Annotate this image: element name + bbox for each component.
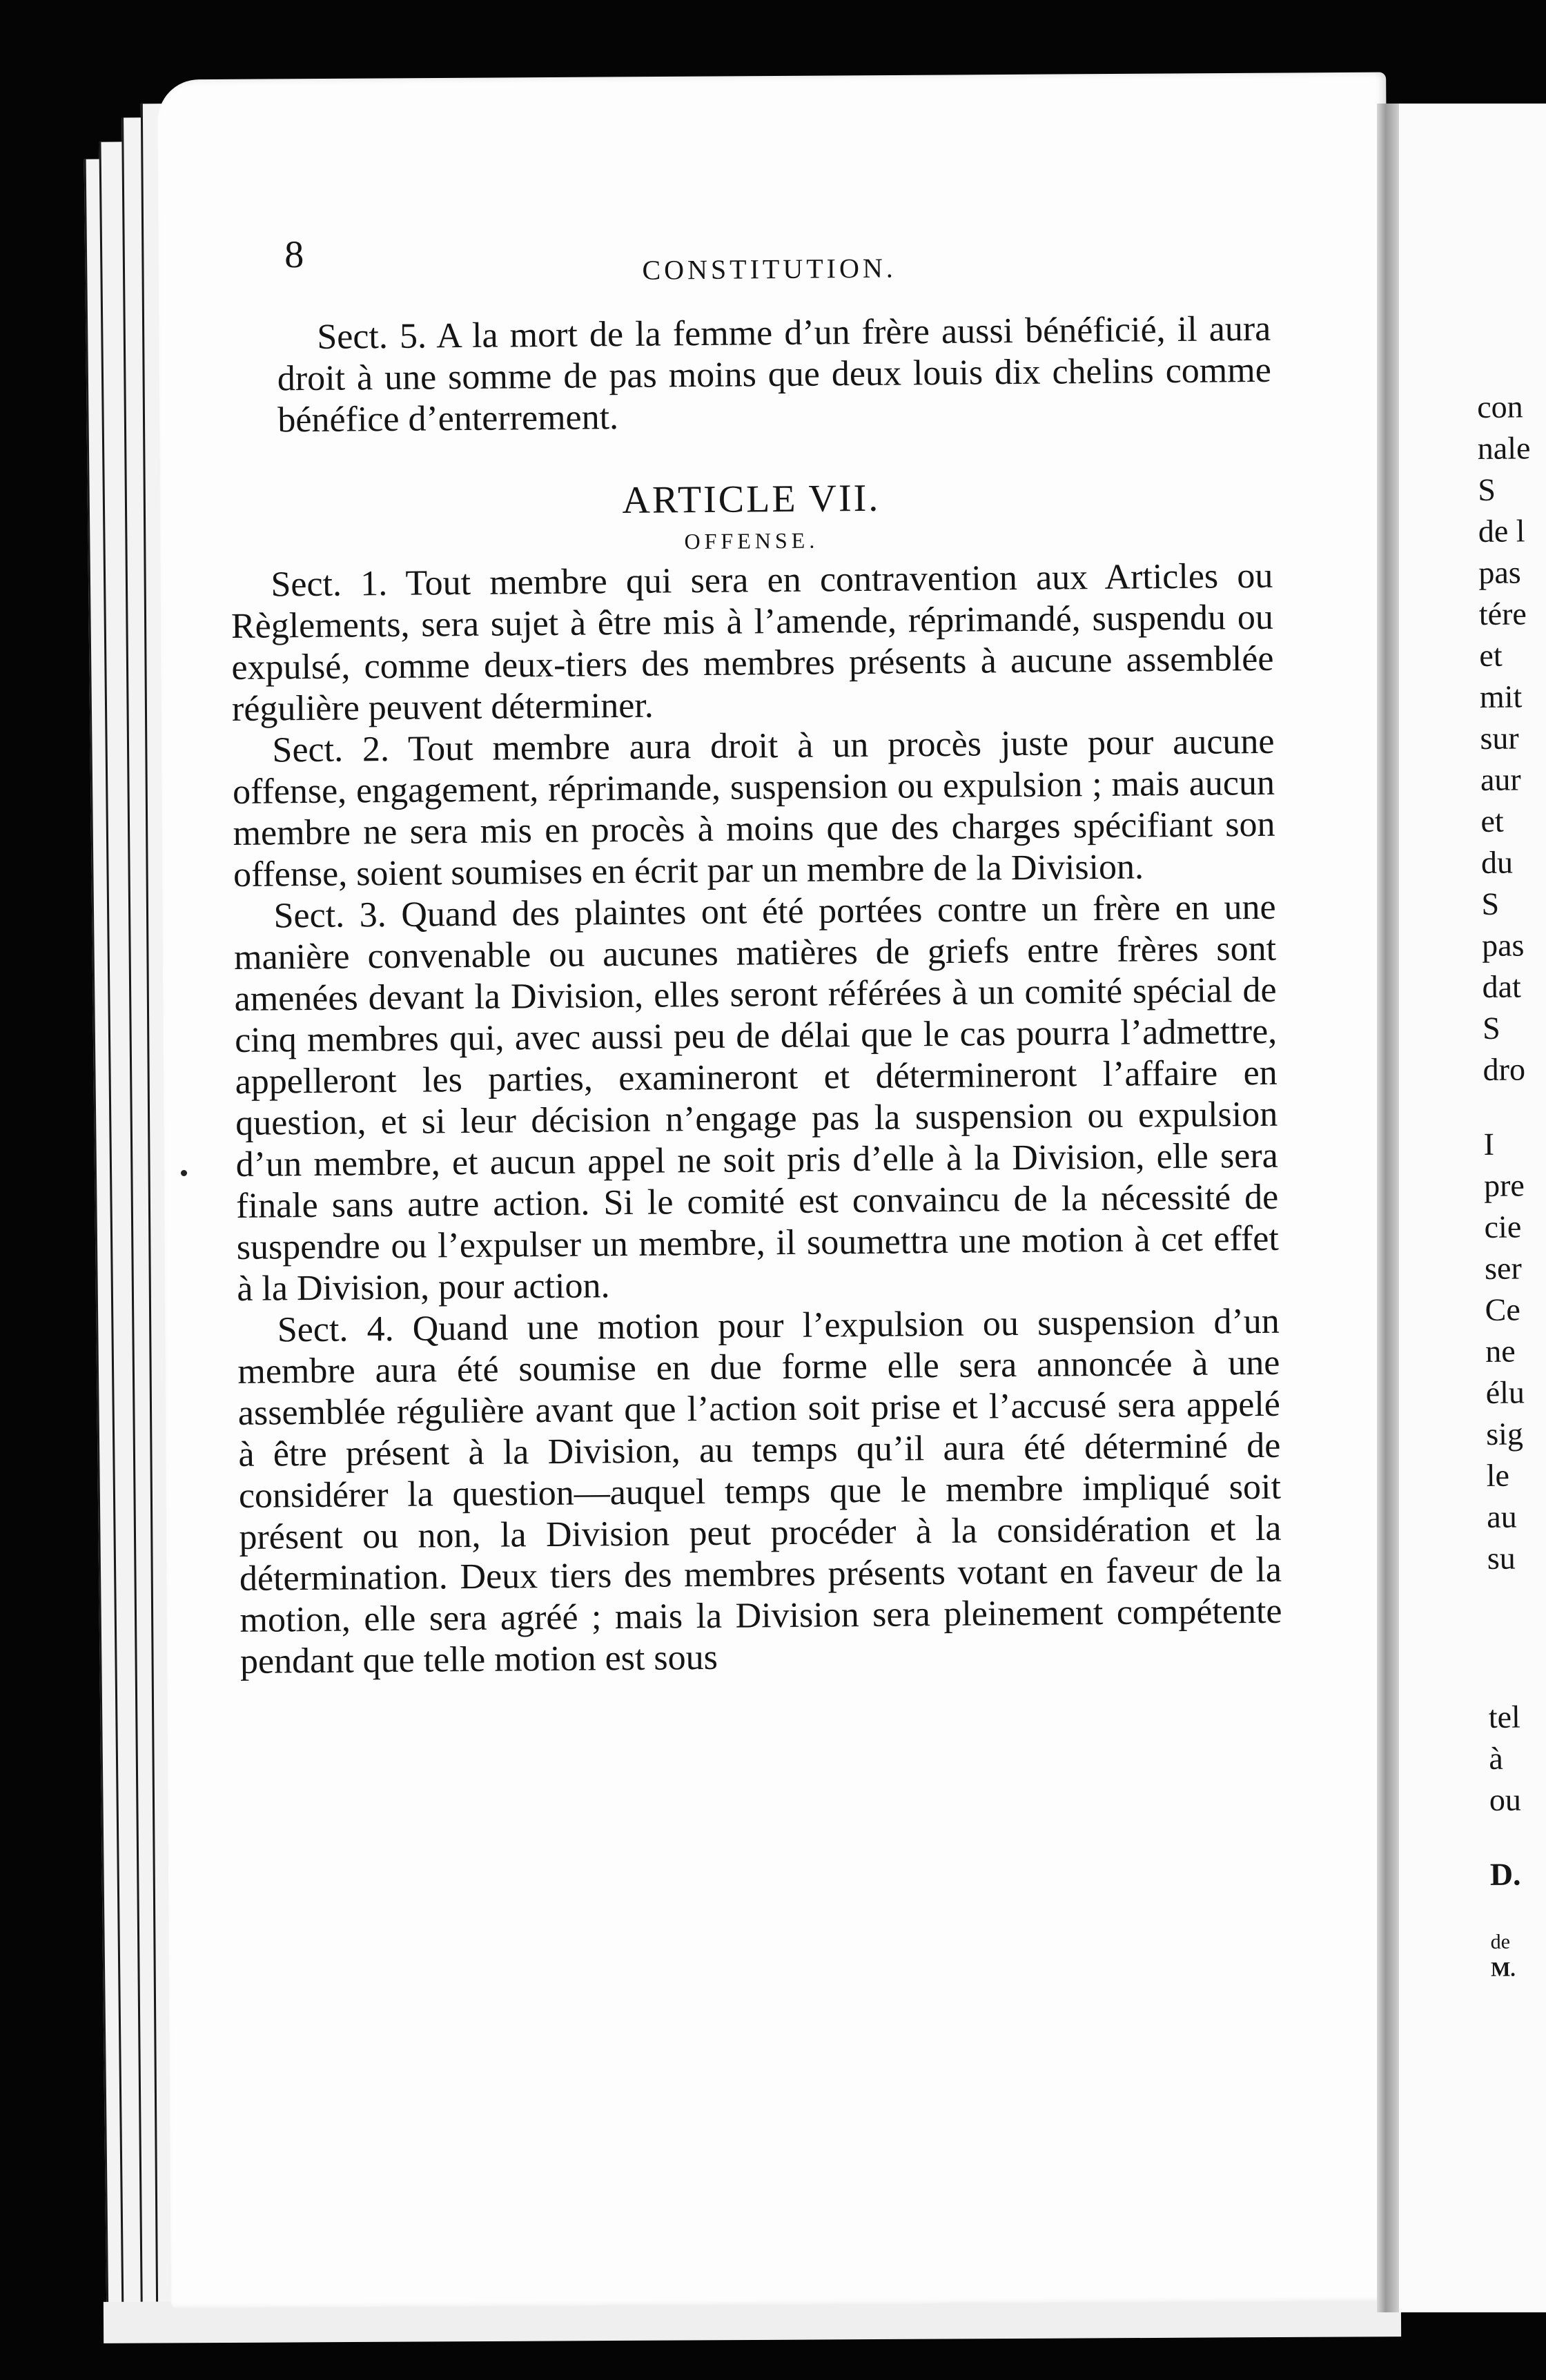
facing-line: nale (1477, 430, 1531, 466)
facing-line: I (1483, 1126, 1495, 1162)
facing-line: S (1482, 1010, 1500, 1046)
facing-line: à (1489, 1740, 1503, 1776)
facing-line: tel (1488, 1699, 1521, 1735)
facing-line: ou (1489, 1782, 1522, 1817)
facing-line: S (1481, 886, 1500, 921)
facing-line: et (1479, 637, 1503, 673)
facing-line: ne (1485, 1333, 1516, 1369)
article-section-3: Sect. 3. Quand des plaintes ont été portées contre un frère en une manière convenable ou aucunes matières de griefs entre frères sont amenées devant la Division, elles seront référées à un comité spécial de cinq membres qui, avec aussi peu de délai que le cas pourra l’admettre, appelleront les parties, examineront et détermineront l’affaire en question, et si leur décision n’engage pas la suspension ou expulsion d’un membre, et aucun appel ne soit pris d’elle à la Division, elle sera finale sans autre action. Si le comité est convaincu de la nécessité de suspendre ou l’expulser un membre, il soumettra une motion à cet effet à la Division, pour action. (233, 887, 1279, 1309)
facing-line: pas (1481, 927, 1525, 963)
facing-line: con (1477, 389, 1523, 425)
article-section-2: Sect. 2. Tout membre aura droit à un procès juste pour aucune offense, engagement, réprimande, suspension ou expulsion ; mais aucun membre ne sera mis en procès à moins que des charges spécifiant son offense, soient soumises en écrit par un membre de la Division. (232, 721, 1275, 895)
facing-line: aur (1480, 761, 1521, 797)
facing-line: dat (1482, 968, 1522, 1004)
article-subtitle: OFFENSE. (684, 527, 819, 554)
facing-line: ser (1484, 1250, 1523, 1286)
facing-line: M. (1490, 1958, 1516, 1981)
section-5-paragraph: Sect. 5. A la mort de la femme d’un frère aussi bénéficié, il aura droit à une somme de pas moins que deux louis dix chelins comme bénéfice d’enterrement. (277, 309, 1272, 440)
facing-line: élu (1485, 1374, 1525, 1410)
facing-line: Ce (1485, 1291, 1521, 1327)
running-head: CONSTITUTION. (642, 252, 897, 286)
facing-line: sig (1486, 1416, 1524, 1452)
facing-line: mit (1479, 679, 1523, 714)
facing-line: et (1480, 803, 1504, 839)
ink-speck (181, 1170, 187, 1176)
book-gutter (1377, 104, 1399, 2312)
page-number: 8 (284, 233, 304, 277)
facing-line: sur (1480, 720, 1519, 756)
page-header (228, 226, 1271, 318)
facing-line: pas (1478, 554, 1521, 590)
facing-line: D. (1489, 1856, 1521, 1892)
article-section-4: Sect. 4. Quand une motion pour l’expulsion ou suspension d’un membre aura été soumise en due forme elle sera annoncée à une assemblée régulière avant que l’action soit prise et l’accusé sera appelé à être présent à la Division, au temps qu’il aura été déterminé de considérer la question—auquel temps que le membre impliqué soit présent ou non, la Division peut procéder à la considération et la détermination. Deux tiers des membres présents votant en faveur de la motion, elle sera agréé ; mais la Division sera pleinement compétente pendant que telle motion est sous (237, 1301, 1282, 1681)
facing-line: le (1486, 1457, 1510, 1493)
facing-line: tére (1478, 596, 1527, 632)
page-content (228, 226, 1282, 1683)
facing-line: du (1480, 844, 1514, 880)
article-title: ARTICLE VII. (622, 476, 881, 523)
facing-line: au (1487, 1499, 1517, 1534)
facing-line: de (1490, 1930, 1511, 1953)
facing-line: S (1478, 471, 1496, 507)
facing-line: dro (1483, 1051, 1526, 1087)
facing-line: pre (1483, 1167, 1525, 1203)
facing-line: cie (1484, 1209, 1522, 1245)
article-section-1: Sect. 1. Tout membre qui sera en contravention aux Articles ou Règlements, sera sujet à être mis à l’amende, réprimandé, suspendu ou expulsé, comme deux-tiers des membres présents à aucune assemblée régulière peuvent déterminer. (231, 556, 1274, 729)
facing-line: su (1487, 1540, 1516, 1576)
facing-line: de l (1478, 513, 1525, 549)
